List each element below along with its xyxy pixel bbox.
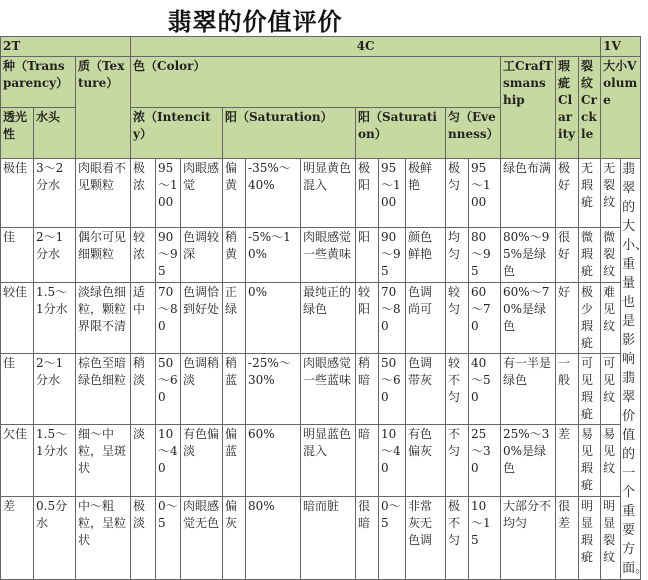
cell-hue-grade: 稍蓝 <box>223 353 246 424</box>
cell-water: 1.5～1分水 <box>34 282 76 353</box>
header-light: 透光性 <box>1 108 34 159</box>
cell-hue-desc: 暗而脏 <box>301 496 356 579</box>
cell-hue-offset: -35%～40% <box>246 159 301 228</box>
cell-crackle: 明显裂纹 <box>601 496 621 579</box>
cell-water: 3～2分水 <box>34 159 76 228</box>
cell-hue-desc: 明显蓝色混入 <box>301 425 356 496</box>
cell-intensity-value: 70～80 <box>156 282 181 353</box>
cell-craftsmanship: 绿色布满 <box>501 159 556 228</box>
cell-evenness-grade: 极匀 <box>446 159 469 228</box>
cell-grade: 较佳 <box>1 282 34 353</box>
cell-hue-offset: 60% <box>246 425 301 496</box>
cell-intensity-value: 90～95 <box>156 228 181 282</box>
cell-crackle: 难见纹 <box>601 282 621 353</box>
cell-crackle: 可见纹 <box>601 353 621 424</box>
cell-intensity-value: 95～100 <box>156 159 181 228</box>
cell-evenness-grade: 较不匀 <box>446 353 469 424</box>
cell-saturation-grade: 稍暗 <box>356 353 379 424</box>
header-clarity: 瑕疵Clarity <box>556 57 579 159</box>
cell-saturation-grade: 阳 <box>356 228 379 282</box>
cell-hue-grade: 正绿 <box>223 282 246 353</box>
cell-grade: 佳 <box>1 228 34 282</box>
cell-saturation-value: 70～80 <box>379 282 406 353</box>
cell-clarity: 明显瑕疵 <box>579 496 601 579</box>
table-row <box>1 425 641 496</box>
header-water: 水头 <box>34 108 76 159</box>
cell-clarity-grade: 很差 <box>556 496 579 579</box>
cell-clarity: 无瑕疵 <box>579 159 601 228</box>
table-row <box>1 496 641 579</box>
cell-evenness-value: 95～100 <box>469 159 501 228</box>
cell-saturation-grade: 较阳 <box>356 282 379 353</box>
cell-saturation-desc: 颜色鲜艳 <box>406 228 446 282</box>
cell-crackle: 无裂纹 <box>601 159 621 228</box>
cell-intensity-value: 10～40 <box>156 425 181 496</box>
cell-texture: 中～粗粒，呈粒状 <box>76 496 131 579</box>
header-craftsmanship: 工CrafTsmanship <box>501 57 556 159</box>
cell-clarity: 极少瑕疵 <box>579 282 601 353</box>
cell-intensity-grade: 较浓 <box>131 228 156 282</box>
cell-saturation-desc: 色调尚可 <box>406 282 446 353</box>
cell-saturation-grade: 极阳 <box>356 159 379 228</box>
cell-intensity-desc: 色调稍淡 <box>181 353 223 424</box>
cell-evenness-grade: 较匀 <box>446 282 469 353</box>
cell-evenness-value: 40～50 <box>469 353 501 424</box>
cell-evenness-grade: 不匀 <box>446 425 469 496</box>
cell-evenness-value: 60～70 <box>469 282 501 353</box>
cell-saturation-desc: 非常灰无色调 <box>406 496 446 579</box>
table-row <box>1 353 641 424</box>
header-4c: 4C <box>131 37 601 57</box>
cell-texture: 偶尔可见细颗粒 <box>76 228 131 282</box>
cell-craftsmanship: 60%～70%是绿色 <box>501 282 556 353</box>
cell-craftsmanship: 大部分不均匀 <box>501 496 556 579</box>
cell-saturation-value: 90～95 <box>379 228 406 282</box>
header-crackle: 裂纹Crckle <box>579 57 601 159</box>
cell-clarity-grade: 差 <box>556 425 579 496</box>
cell-hue-offset: -25%～30% <box>246 353 301 424</box>
cell-crackle: 微裂纹 <box>601 228 621 282</box>
cell-hue-grade: 稍黄 <box>223 228 246 282</box>
cell-intensity-grade: 淡 <box>131 425 156 496</box>
cell-hue-offset: 0% <box>246 282 301 353</box>
cell-clarity: 微瑕疵 <box>579 228 601 282</box>
cell-intensity-value: 50～60 <box>156 353 181 424</box>
cell-saturation-desc: 极鲜艳 <box>406 159 446 228</box>
cell-hue-desc: 最纯正的绿色 <box>301 282 356 353</box>
cell-texture: 淡绿色细粒，颗粒界限不清 <box>76 282 131 353</box>
cell-hue-offset: 80% <box>246 496 301 579</box>
cell-craftsmanship: 80%～95%是绿色 <box>501 228 556 282</box>
table-row <box>1 282 641 353</box>
cell-evenness-grade: 均匀 <box>446 228 469 282</box>
cell-grade: 欠佳 <box>1 425 34 496</box>
table-row <box>1 159 641 228</box>
cell-grade: 差 <box>1 496 34 579</box>
cell-water: 0.5分水 <box>34 496 76 579</box>
cell-evenness-value: 80～95 <box>469 228 501 282</box>
cell-intensity-desc: 有色偏淡 <box>181 425 223 496</box>
cell-hue-desc: 肉眼感觉一些黄味 <box>301 228 356 282</box>
header-evenness: 匀（Evenness） <box>446 108 501 159</box>
cell-clarity-grade: 一般 <box>556 353 579 424</box>
header-texture: 质（Texture） <box>76 57 131 159</box>
cell-clarity-grade: 很好 <box>556 228 579 282</box>
header-2t: 2T <box>1 37 131 57</box>
cell-clarity: 可见瑕疵 <box>579 353 601 424</box>
cell-texture: 肉眼看不见颗粒 <box>76 159 131 228</box>
cell-intensity-grade: 极浓 <box>131 159 156 228</box>
cell-evenness-value: 10～15 <box>469 496 501 579</box>
cell-saturation-grade: 暗 <box>356 425 379 496</box>
cell-hue-desc: 肉眼感觉一些蓝味 <box>301 353 356 424</box>
cell-crackle: 易见纹 <box>601 425 621 496</box>
header-volume: 大小Volume <box>601 57 641 159</box>
cell-saturation-grade: 很暗 <box>356 496 379 579</box>
page-title: 翡翠的价值评价 <box>167 7 343 36</box>
cell-evenness-value: 25～30 <box>469 425 501 496</box>
header-transparency: 种（Transparency） <box>1 57 76 108</box>
header-1v: 1V <box>601 37 641 57</box>
cell-grade: 佳 <box>1 353 34 424</box>
cell-clarity: 易见瑕疵 <box>579 425 601 496</box>
header-saturation-hue: 阳（Saturation） <box>223 108 356 159</box>
cell-saturation-value: 0～5 <box>379 496 406 579</box>
cell-saturation-value: 95～100 <box>379 159 406 228</box>
cell-saturation-value: 50～60 <box>379 353 406 424</box>
cell-intensity-desc: 色调较深 <box>181 228 223 282</box>
cell-hue-offset: -5%～10% <box>246 228 301 282</box>
cell-saturation-desc: 色调带灰 <box>406 353 446 424</box>
volume-note: 翡翠的大小、重量也是影响翡翠价值的一个重要方面。 <box>621 159 641 580</box>
cell-water: 1.5～1分水 <box>34 425 76 496</box>
cell-evenness-grade: 极不匀 <box>446 496 469 579</box>
cell-water: 2～1分水 <box>34 353 76 424</box>
cell-hue-desc: 明显黄色混入 <box>301 159 356 228</box>
header-intensity: 浓（Intencity） <box>131 108 223 159</box>
cell-intensity-grade: 极淡 <box>131 496 156 579</box>
cell-craftsmanship: 25%～30%是绿色 <box>501 425 556 496</box>
cell-intensity-grade: 适中 <box>131 282 156 353</box>
cell-intensity-grade: 稍淡 <box>131 353 156 424</box>
cell-intensity-value: 0～5 <box>156 496 181 579</box>
cell-intensity-desc: 肉眼感觉无色 <box>181 496 223 579</box>
cell-hue-grade: 偏灰 <box>223 496 246 579</box>
cell-craftsmanship: 有一半是绿色 <box>501 353 556 424</box>
cell-intensity-desc: 肉眼感觉 <box>181 159 223 228</box>
header-color: 色（Color） <box>131 57 501 108</box>
table-row <box>1 228 641 282</box>
cell-intensity-desc: 色调恰到好处 <box>181 282 223 353</box>
cell-saturation-desc: 有色偏灰 <box>406 425 446 496</box>
cell-water: 2～1分水 <box>34 228 76 282</box>
cell-clarity-grade: 好 <box>556 282 579 353</box>
jade-value-table <box>0 36 648 580</box>
cell-clarity-grade: 极好 <box>556 159 579 228</box>
cell-texture: 棕色至暗绿色细粒 <box>76 353 131 424</box>
header-saturation-brightness: 阳（Saturation） <box>356 108 446 159</box>
cell-hue-grade: 偏蓝 <box>223 425 246 496</box>
cell-hue-grade: 偏黄 <box>223 159 246 228</box>
cell-grade: 极佳 <box>1 159 34 228</box>
cell-texture: 细～中粒，呈斑状 <box>76 425 131 496</box>
cell-saturation-value: 10～40 <box>379 425 406 496</box>
